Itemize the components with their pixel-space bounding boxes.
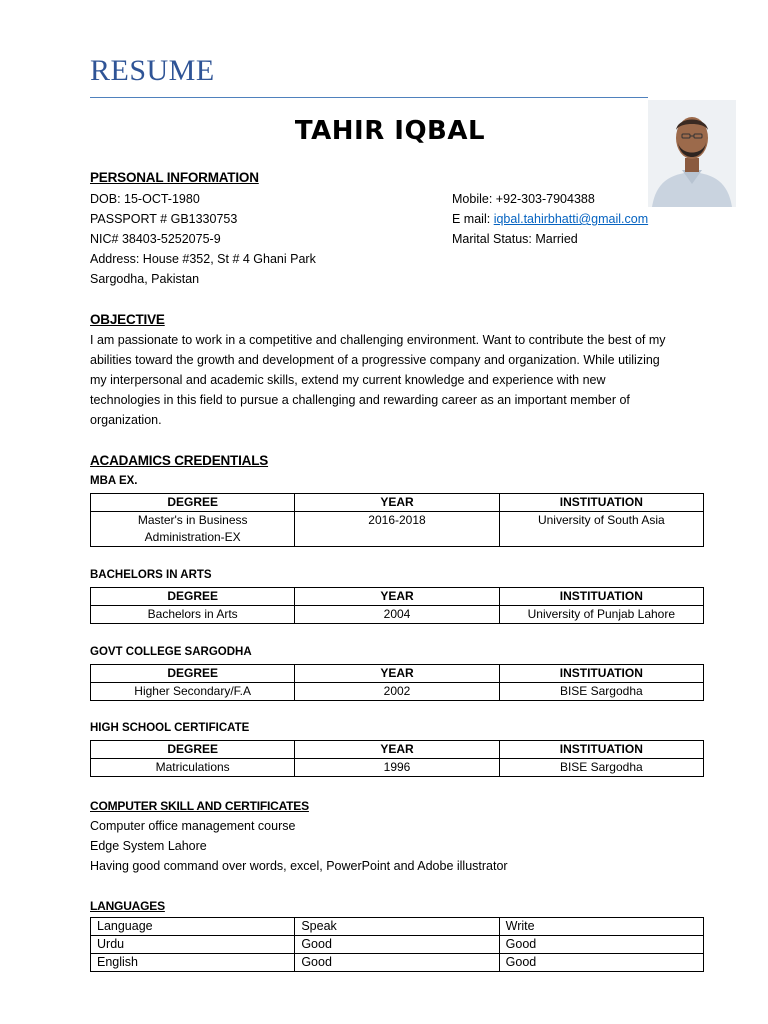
profile-photo-image (648, 100, 736, 207)
institution-cell: University of Punjab Lahore (499, 606, 703, 624)
objective-line: I am passionate to work in a competitive and challenging environment. Want to contribute the best of my (90, 333, 666, 347)
institution-header: INSTITUATION (499, 588, 703, 606)
degree-header: DEGREE (91, 741, 295, 759)
year-header: YEAR (295, 588, 499, 606)
academics-heading: ACADAMICS CREDENTIALS (90, 453, 269, 468)
year-header: YEAR (295, 741, 499, 759)
institution-cell: University of South Asia (499, 512, 703, 547)
table-header-row (91, 665, 704, 683)
table-row (91, 954, 704, 972)
mba-heading: MBA EX. (90, 475, 138, 487)
degree-header: DEGREE (91, 665, 295, 683)
computer-skill-line: Edge System Lahore (90, 839, 207, 853)
write-header: Write (499, 918, 703, 936)
table-header-row (91, 918, 704, 936)
email-label: E mail: (452, 212, 494, 226)
language-cell: Urdu (91, 936, 295, 954)
institution-cell: BISE Sargodha (499, 759, 703, 777)
table-header-row (91, 494, 704, 512)
table-row (91, 759, 704, 777)
table-row (91, 512, 704, 547)
dob-text: DOB: 15-OCT-1980 (90, 192, 200, 206)
degree-header: DEGREE (91, 494, 295, 512)
institution-header: INSTITUATION (499, 494, 703, 512)
degree-line-2: Administration-EX (144, 530, 241, 544)
degree-header: DEGREE (91, 588, 295, 606)
institution-header: INSTITUATION (499, 665, 703, 683)
personal-info-heading: PERSONAL INFORMATION (90, 170, 259, 185)
degree-cell: Higher Secondary/F.A (91, 683, 295, 701)
objective-line: organization. (90, 413, 162, 427)
speak-cell: Good (295, 954, 499, 972)
write-cell: Good (499, 954, 703, 972)
address-line-2: Sargodha, Pakistan (90, 272, 200, 286)
govt-college-table (90, 664, 704, 701)
year-cell: 1996 (295, 759, 499, 777)
address-line-1: Address: House #352, St # 4 Ghani Park (90, 252, 316, 266)
computer-skill-line: Having good command over words, excel, PowerPoint and Adobe illustrator (90, 859, 508, 873)
objective-line: abilities toward the growth and development of a progressive company and organization. While utilizing (90, 353, 660, 367)
nic-text: NIC# 38403-5252075-9 (90, 232, 221, 246)
table-row (91, 936, 704, 954)
profile-photo (648, 100, 736, 207)
write-cell: Good (499, 936, 703, 954)
computer-skill-line: Computer office management course (90, 819, 296, 833)
table-row (91, 606, 704, 624)
year-cell: 2016-2018 (295, 512, 499, 547)
degree-line-1: Master's in Business (137, 513, 248, 527)
year-header: YEAR (295, 494, 499, 512)
marital-status-text: Marital Status: Married (452, 232, 578, 246)
title-divider (90, 97, 648, 98)
year-cell: 2004 (295, 606, 499, 624)
govt-college-heading: GOVT COLLEGE SARGODHA (90, 646, 252, 658)
computer-skills-heading: COMPUTER SKILL AND CERTIFICATES (90, 799, 309, 813)
languages-heading: LANGUAGES (90, 899, 165, 913)
table-header-row (91, 588, 704, 606)
language-cell: English (91, 954, 295, 972)
degree-cell: Bachelors in Arts (91, 606, 295, 624)
email-row (452, 209, 648, 229)
languages-table (90, 917, 704, 972)
language-header: Language (91, 918, 295, 936)
high-school-heading: HIGH SCHOOL CERTIFICATE (90, 722, 250, 734)
mba-table (90, 493, 704, 547)
table-header-row (91, 741, 704, 759)
degree-cell: Matriculations (91, 759, 295, 777)
document-title: RESUME (90, 54, 215, 87)
speak-cell: Good (295, 936, 499, 954)
bachelors-table (90, 587, 704, 624)
objective-line: my interpersonal and academic skills, extend my current knowledge and experience with new (90, 373, 606, 387)
year-cell: 2002 (295, 683, 499, 701)
objective-heading: OBJECTIVE (90, 312, 165, 327)
email-link[interactable]: iqbal.tahirbhatti@gmail.com (493, 212, 649, 226)
year-header: YEAR (295, 665, 499, 683)
institution-header: INSTITUATION (499, 741, 703, 759)
high-school-table (90, 740, 704, 777)
objective-line: technologies in this field to pursue a challenging and rewarding career as an important member of (90, 393, 630, 407)
mobile-text: Mobile: +92-303-7904388 (452, 192, 595, 206)
speak-header: Speak (295, 918, 499, 936)
table-row (91, 683, 704, 701)
bachelors-heading: BACHELORS IN ARTS (90, 569, 212, 581)
institution-cell: BISE Sargodha (499, 683, 703, 701)
candidate-name: TAHIR IQBAL (294, 116, 486, 146)
passport-text: PASSPORT # GB1330753 (90, 212, 238, 226)
degree-cell (91, 512, 295, 547)
